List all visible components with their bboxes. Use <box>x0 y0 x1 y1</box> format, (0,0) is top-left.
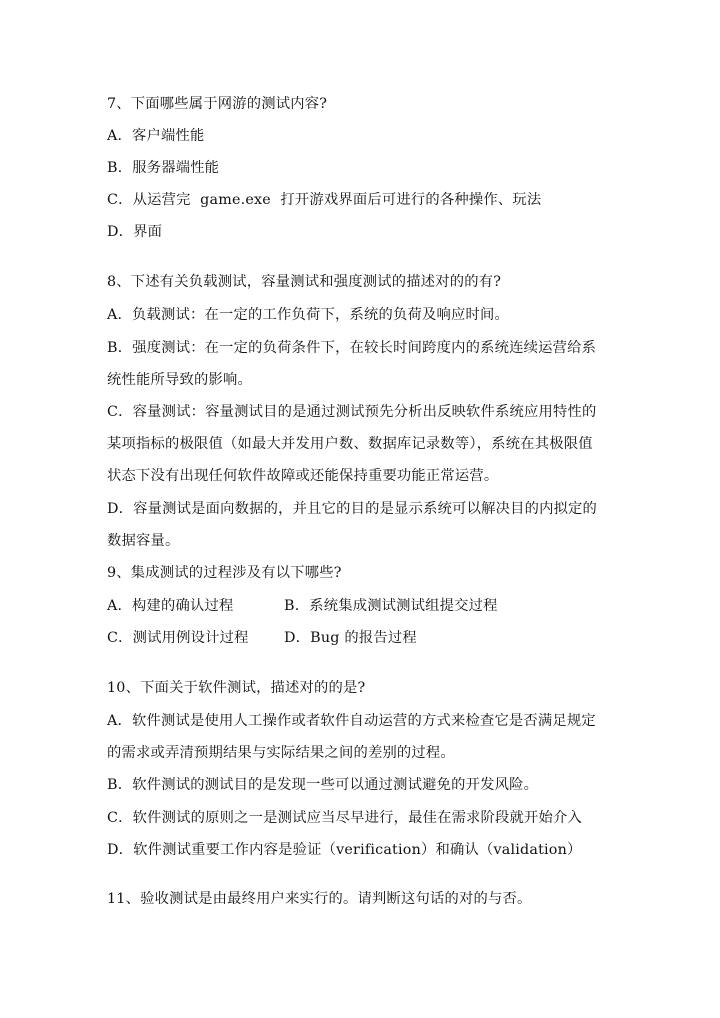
question-10: 10、下面关于软件测试，描述对的的是? <box>107 680 366 696</box>
q7-option-d: D．界面 <box>107 224 163 240</box>
q7-option-b: B．服务器端性能 <box>107 160 220 176</box>
q10-line-4: C．软件测试的原则之一是测试应当尽早进行，最佳在需求阶段就开始介入 <box>107 810 583 826</box>
question-8: 8、下述有关负载测试，容量测试和强度测试的描述对的的有? <box>107 274 502 290</box>
question-11: 11、验收测试是由最终用户来实行的。请判断这句话的对的与否。 <box>107 891 532 907</box>
q8-line-2: B．强度测试：在一定的负荷条件下，在较长时间跨度内的系统连续运营给系 <box>107 340 597 356</box>
q8-line-8: 数据容量。 <box>107 533 180 549</box>
q9-option-c: C．测试用例设计过程 <box>107 630 249 646</box>
q9-option-b: B．系统集成测试测试组提交过程 <box>284 598 498 614</box>
question-7: 7、下面哪些属于网游的测试内容? <box>107 96 328 112</box>
q10-line-5: D．软件测试重要工作内容是验证（verification）和确认（validation） <box>107 842 582 858</box>
q9-row-2 <box>107 628 417 648</box>
q8-line-4: C．容量测试：容量测试目的是通过测试预先分析出反映软件系统应用特性的 <box>107 404 597 420</box>
question-9: 9、集成测试的过程涉及有以下哪些? <box>107 565 342 581</box>
q8-line-6: 状态下没有出现任何软件故障或还能保持重要功能正常运营。 <box>107 468 499 484</box>
q7-option-c: C．从运营完 game.exe 打开游戏界面后可进行的各种操作、玩法 <box>107 192 542 208</box>
q10-line-3: B．软件测试的测试目的是发现一些可以通过测试避免的开发风险。 <box>107 777 539 793</box>
q8-line-5: 某项指标的极限值（如最大并发用户数、数据库记录数等），系统在其极限值 <box>107 436 593 452</box>
q9-option-a: A．构建的确认过程 <box>107 598 234 614</box>
q8-line-7: D．容量测试是面向数据的，并且它的目的是显示系统可以解决目的内拟定的 <box>107 501 598 517</box>
q8-line-3: 统性能所导致的影响。 <box>107 372 252 388</box>
q10-line-1: A．软件测试是使用人工操作或者软件自动运营的方式来检查它是否满足规定 <box>107 713 596 729</box>
q9-row-1 <box>107 596 498 616</box>
q9-option-d: D．Bug 的报告过程 <box>284 630 417 646</box>
q8-line-1: A．负载测试：在一定的工作负荷下，系统的负荷及响应时间。 <box>107 307 509 323</box>
q7-option-a: A．客户端性能 <box>107 128 205 144</box>
q10-line-2: 的需求或弄清预期结果与实际结果之间的差别的过程。 <box>107 745 455 761</box>
